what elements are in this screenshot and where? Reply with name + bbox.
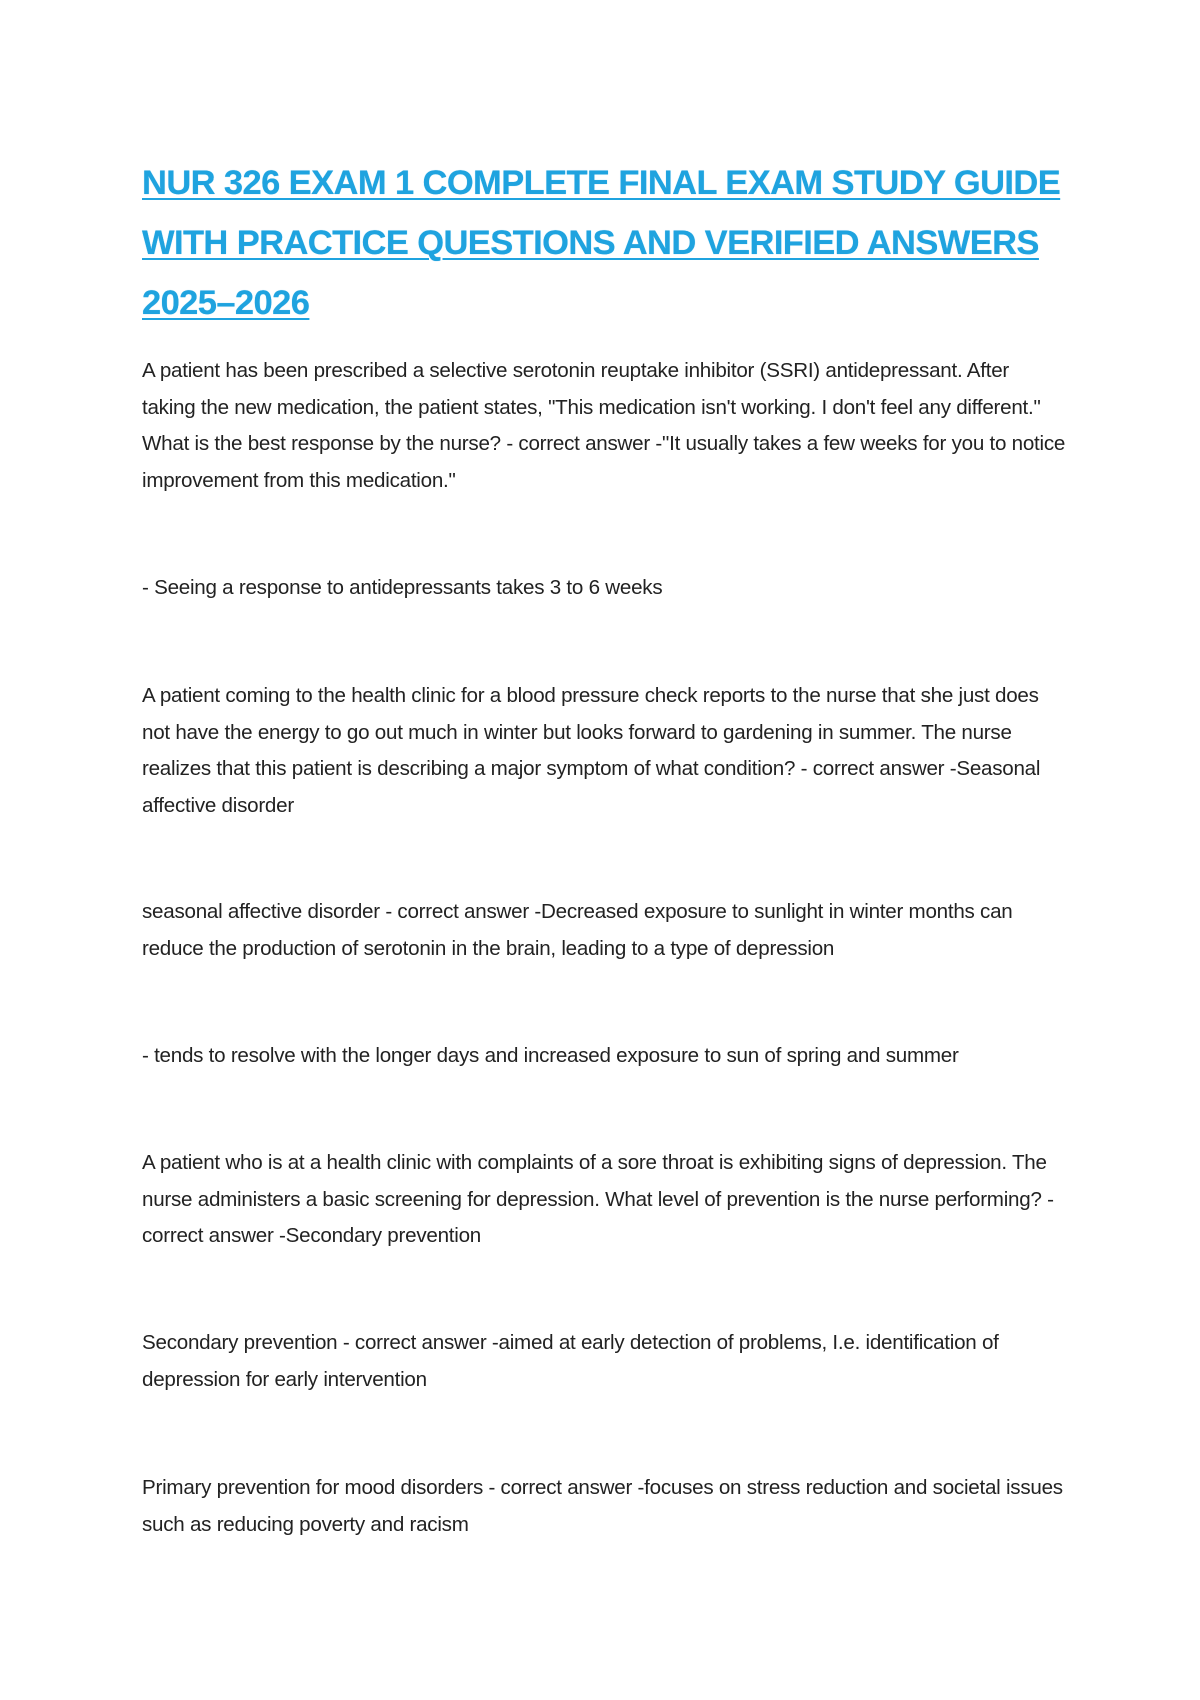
definition-primary-prevention: Primary prevention for mood disorders - correct answer -focuses on stress reduction and societal issues such as reducing poverty and racism bbox=[142, 1476, 1063, 1536]
title-line-text: WITH PRACTICE QUESTIONS AND VERIFIED ANSWERS bbox=[142, 224, 1039, 262]
note-seasonal-resolution: - tends to resolve with the longer days and increased exposure to sun of spring and summer bbox=[142, 1044, 959, 1067]
title-line-text: NUR 326 EXAM 1 COMPLETE FINAL EXAM STUDY GUIDE bbox=[142, 164, 1061, 202]
note-antidepressant-timeline: - Seeing a response to antidepressants takes 3 to 6 weeks bbox=[142, 576, 663, 599]
question-prevention-level: A patient who is at a health clinic with complaints of a sore throat is exhibiting signs of depression. The nurse administers a basic screening for depression. What level of prevention is the nurse performing? - correct answer -Secondary prevention bbox=[142, 1151, 1054, 1247]
definition-seasonal-affective-disorder: seasonal affective disorder - correct answer -Decreased exposure to sunlight in winter months can reduce the production of serotonin in the brain, leading to a type of depression bbox=[142, 900, 1013, 960]
question-ssri-response: A patient has been prescribed a selective serotonin reuptake inhibitor (SSRI) antidepressant. After taking the new medication, the patient states, "This medication isn't working. I don't feel any different." What is the best response by the nurse? - correct answer -"It usually takes a few weeks for you to notice improvement from this medication." bbox=[142, 359, 1066, 492]
title-line-text: 2025–2026 bbox=[142, 284, 310, 322]
definition-secondary-prevention: Secondary prevention - correct answer -aimed at early detection of problems, I.e. identification of depression for early intervention bbox=[142, 1331, 999, 1391]
title-line bbox=[142, 153, 1082, 213]
question-seasonal-condition: A patient coming to the health clinic for a blood pressure check reports to the nurse that she just does not have the energy to go out much in winter but looks forward to gardening in summer. The nurse realizes that this patient is describing a major symptom of what condition? - correct answer -Seasonal affective disorder bbox=[142, 684, 1041, 817]
title-line bbox=[142, 213, 1082, 273]
title-line bbox=[142, 273, 1082, 333]
document-title bbox=[142, 153, 1082, 333]
